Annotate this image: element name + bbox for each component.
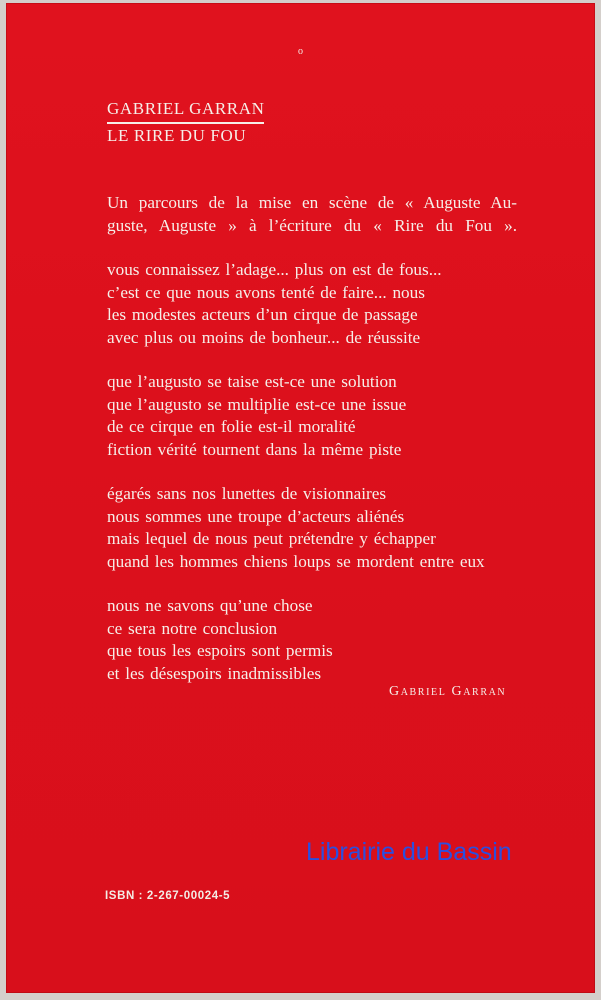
bookseller-watermark: Librairie du Bassin <box>306 838 512 866</box>
stanza <box>107 371 517 461</box>
poem-line: et les désespoirs inadmissibles <box>107 663 322 683</box>
poem-line: les modestes acteurs d’un cirque de passage <box>107 305 418 324</box>
poem-line: nous ne savons qu’une chose <box>107 596 313 615</box>
intro-line: guste, Auguste » à l’écriture du « Rire du Fou ». <box>107 215 517 235</box>
poem-line: quand les hommes chiens loups se mordent entre eux <box>107 551 485 571</box>
poem-line: que tous les espoirs sont permis <box>107 641 333 660</box>
poem-line: fiction vérité tournent dans la même piste <box>107 439 402 459</box>
isbn-number: ISBN : 2-267-00024-5 <box>105 890 231 902</box>
poem-line: que l’augusto se multiplie est-ce une issue <box>107 394 407 414</box>
author-name: GABRIEL GARRAN <box>107 99 264 124</box>
poem-line: mais lequel de nous peut prétendre y échapper <box>107 529 436 548</box>
book-title: LE RIRE DU FOU <box>107 126 247 145</box>
author-signature: Gabriel Garran <box>389 684 507 699</box>
poem-line: vous connaissez l’adage... plus on est de fous... <box>107 260 442 279</box>
blurb-text <box>107 192 517 685</box>
stanza <box>107 483 517 573</box>
poem-line: de ce cirque en folie est-il moralité <box>107 417 356 436</box>
poem-line: nous sommes une troupe d’acteurs aliénés <box>107 506 405 526</box>
intro-paragraph <box>107 192 517 237</box>
poem-line: que l’augusto se taise est-ce une solution <box>107 372 397 391</box>
stanza <box>107 259 517 349</box>
stanza <box>107 595 517 685</box>
poem-line: avec plus ou moins de bonheur... de réussite <box>107 327 421 347</box>
poem-line: égarés sans nos lunettes de visionnaires <box>107 484 387 503</box>
top-mark: o <box>298 46 303 57</box>
poem-line: ce sera notre conclusion <box>107 618 278 638</box>
poem-line: c’est ce que nous avons tenté de faire... nous <box>107 282 425 302</box>
intro-line: Un parcours de la mise en scène de « Auguste Au- <box>107 193 517 212</box>
